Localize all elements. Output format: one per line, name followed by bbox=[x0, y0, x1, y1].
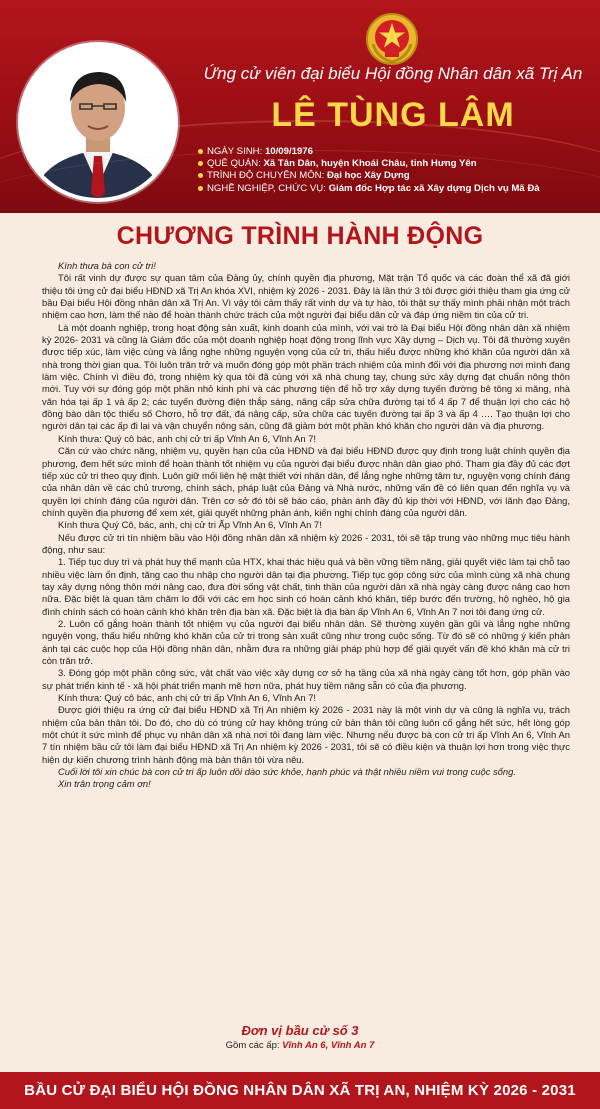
closing-wish: Cuối lời tôi xin chúc bà con cử tri ấp luôn dồi dào sức khỏe, hạnh phúc và thật nhiều niềm vui trong cuộc sống. bbox=[58, 766, 516, 778]
info-value: Xã Tân Dân, huyện Khoái Châu, tỉnh Hưng Yên bbox=[263, 158, 477, 170]
greeting: Kính thưa: Quý cô bác, anh chị cử tri ấp Vĩnh An 6, Vĩnh An 7! bbox=[58, 432, 317, 444]
info-item-birthdate bbox=[198, 146, 598, 158]
info-item-hometown bbox=[198, 158, 598, 170]
electoral-unit-hamlets bbox=[0, 1040, 600, 1051]
goal-item: 2. Luôn cố gắng hoàn thành tốt nhiệm vụ của người đại biểu nhân dân. Sẽ thường xuyên gần gũi và lắng nghe những nguyện vọng, thấu hiểu những khó khăn của cử tri trong sản xuất cũng như trong cuộc sống. Từ đó sẽ có những ý kiến phản ánh tại các cuộc họp của Hội đồng nhân dân, nhằm đưa ra những giải pháp phù hợp để giải quyết vấn đề khó khăn mà cử tri còn trăn trở. bbox=[42, 617, 570, 666]
info-item-education bbox=[198, 170, 598, 182]
greeting: Kính thưa bà con cử tri! bbox=[58, 260, 156, 271]
program-body bbox=[42, 260, 570, 791]
candidate-info-list bbox=[198, 146, 598, 195]
candidate-portrait bbox=[18, 42, 178, 202]
info-label: NGHỀ NGHIỆP, CHỨC VỤ: bbox=[207, 182, 326, 194]
hamlets-label: Gồm các ấp: bbox=[225, 1040, 280, 1051]
info-value: Đại học Xây Dựng bbox=[326, 170, 410, 182]
paragraph: Tôi rất vinh dự được sự quan tâm của Đảng ủy, chính quyền địa phương, Mặt trận Tổ quốc và các đoàn thể xã đã giới thiệu tôi ứng cử đại biểu HĐND xã Trị An khóa XVI, nhiệm kỳ 2026 - 2031. Đây là lần thứ 3 tôi được giới thiệu tham gia ứng cử bầu Đại biểu Hội đồng nhân dân xã Trị An. Vì vậy tôi cảm thấy rất vinh dự và tự hào, tôi thật sự thấy mình phải nhận một trách nhiệm cao hơn, làm thế nào để hoàn thành chức trách của một người đại biểu dân cử và đáp ứng niềm tin của cử tri. bbox=[42, 272, 570, 321]
hamlets-value: Vĩnh An 6, Vĩnh An 7 bbox=[282, 1040, 375, 1051]
info-value: Giám đốc Hợp tác xã Xây dựng Dịch vụ Mã Đà bbox=[328, 182, 540, 194]
info-item-occupation bbox=[198, 183, 598, 195]
info-label: TRÌNH ĐỘ CHUYÊN MÔN: bbox=[207, 170, 325, 182]
paragraph: Được giới thiệu ra ứng cử đại biểu HĐND xã Trị An nhiệm kỳ 2026 - 2031 này là một vinh dự và cũng là nghĩa vụ, trách nhiệm của bản thân tôi. Do đó, cho dù có trúng cử hay không trúng cử bản thân tôi cũng luôn cố gắng hết sức, hết lòng góp một chút ít sức mình để phục vụ nhân dân xã nhà nơi tôi đang làm việc. Nhưng nếu được bà con cử tri ấp Vĩnh An 6, Vĩnh An 7 tín nhiệm bầu cử tôi làm đại biểu HĐND xã Trị An nhiệm kỳ 2026 - 2031, tôi sẽ có điều kiện và thuận lợi hơn trong việc thực hiện dự kiến chương trình hành động mà bản thân tôi vừa nêu. bbox=[42, 704, 570, 765]
program-title: CHƯƠNG TRÌNH HÀNH ĐỘNG bbox=[116, 222, 484, 250]
paragraph: Căn cứ vào chức năng, nhiệm vụ, quyền hạn của của HĐND và đại biểu HĐND được quy định trong luật chính quyền địa phương, đem hết sức mình để hoàn thành tốt nhiệm vụ của người đại biểu được nhân dân giao phó. Tham gia đầy đủ các đợt tiếp xúc cử tri theo quy định. Luôn giữ mối liên hệ mật thiết với nhân dân, để lắng nghe những tâm tư, nguyện vọng chính đáng của nhân dân về các chủ trương, chính sách, pháp luật của Đảng và Nhà nước, những vấn đề có liên quan đến nghĩa vụ và quyền lợi chính đáng của người dân. Trên cơ sở đó tôi sẽ báo cáo, phản ánh đầy đủ kịp thời với HĐND, với lãnh đạo Đảng, chính quyền địa phương để xem xét, giải quyết những phản ánh, kiến nghị chính đáng của người dân. bbox=[42, 445, 570, 518]
paragraph: Nếu được cử tri tín nhiệm bầu vào Hội đồng nhân dân xã nhiệm kỳ 2026 - 2031, tôi sẽ tập trung vào những mục tiêu hành động, như sau: bbox=[42, 531, 570, 555]
goal-item: 1. Tiếp tục duy trì và phát huy thế mạnh của HTX, khai thác hiệu quả và bền vững tiềm năng, giải quyết việc làm tại chỗ tạo nhiều việc làm ổn định, tăng cao thu nhập cho người dân tại địa phương. Tiếp tục góp công sức của mình cùng xã nhà chung tay xây dựng nông thôn mới nâng cao, đưa đời sống vật chất, tinh thần của người dân xã nhà ngày càng được nâng cao hơn nữa. Đặc biệt là quan tâm chăm lo đối với các em học sinh có hoàn cảnh khó khăn, tiếp bước đến trường, hộ nghèo, hộ gia đình chính sách có hoàn cảnh khó khăn trên địa bàn xã. Đặc biệt là địa bàn ấp Vĩnh An 6, Vĩnh An 7 nơi tôi đang ứng cử. bbox=[42, 556, 570, 617]
electoral-unit-title: Đơn vị bầu cử số 3 bbox=[241, 1023, 359, 1038]
info-label: QUÊ QUÁN: bbox=[207, 158, 261, 170]
footer-banner: BẦU CỬ ĐẠI BIỂU HỘI ĐỒNG NHÂN DÂN XÃ TRỊ AN, NHIỆM KỲ 2026 - 2031 bbox=[0, 1072, 600, 1109]
candidate-name: LÊ TÙNG LÂM bbox=[271, 96, 515, 134]
bullet-icon bbox=[198, 149, 203, 154]
bullet-icon bbox=[198, 173, 203, 178]
candidate-label: Ứng cử viên đại biểu Hội đồng Nhân dân xã Trị An bbox=[203, 64, 583, 83]
header-banner bbox=[0, 0, 600, 213]
electoral-unit bbox=[0, 1023, 600, 1051]
national-emblem-icon bbox=[365, 12, 419, 66]
info-label: NGÀY SINH: bbox=[207, 146, 263, 157]
paragraph: Là một doanh nghiệp, trong hoạt động sản xuất, kinh doanh của mình, với vai trò là Đại biểu Hội đồng nhân dân xã nhiệm kỳ 2026- 2031 và cũng là Giám đốc của một doanh nghiệp hoạt động trong lĩnh vực Xây dựng – Dịch vụ. Tôi đã thường xuyên được tiếp xúc, làm việc cùng và lắng nghe những nguyện vọng của cử tri, thấu hiểu được những khó khăn của người dân xã nhà trong thời gian qua. Tôi luôn trăn trở và muốn đóng góp một phần trách nhiệm của mình đối với địa phương nơi mình đang làm việc. Chính vì điều đó, trong nhiệm kỳ qua tôi đã cùng với xã nhà chung tay, chung sức xây dựng đạt chuẩn nông thôn mới. Tuy với sự đóng góp một phần nhỏ kinh phí và các phương tiện để hỗ trợ xây dựng tuyến đường bê tông xi măng, nhà văn hóa tại ấp 1 và ấp 2; các tuyến đường điện thắp sáng, nâng cấp sửa chữa đường tại tổ 4 ấp 7 để thuận lợi cho các hộ đồng bào dân tộc thiểu số Chơro, hỗ trợ đất, đá nâng cấp, sửa chữa các tuyến đường tại ấp 3 và ấp 4 …. Tạo thuận lợi cho người dân tại các ấp đi lại và vận chuyển nông sản, cũng đã giảm bớt một phần khó khăn cho người dân và địa phương. bbox=[42, 321, 570, 432]
goal-item: 3. Đóng góp một phần công sức, vật chất vào việc xây dựng cơ sở hạ tầng của xã nhà ngày càng tốt hơn, góp phần vào sự phát triển kinh tế - xã hội phát triển mạnh mẽ hơn nữa, phát huy tiềm năng sẵn có của địa phương. bbox=[42, 667, 570, 691]
greeting: Kính thưa: Quý cô bác, anh chị cử tri ấp Vĩnh An 6, Vĩnh An 7! bbox=[58, 692, 317, 704]
bullet-icon bbox=[198, 186, 203, 191]
info-value: 10/09/1976 bbox=[264, 146, 313, 157]
bullet-icon bbox=[198, 161, 203, 166]
closing-thanks: Xin trân trọng cảm ơn! bbox=[58, 778, 151, 790]
greeting: Kính thưa Quý Cô, bác, anh, chị cử tri Ấp Vĩnh An 6, Vĩnh An 7! bbox=[58, 519, 322, 531]
